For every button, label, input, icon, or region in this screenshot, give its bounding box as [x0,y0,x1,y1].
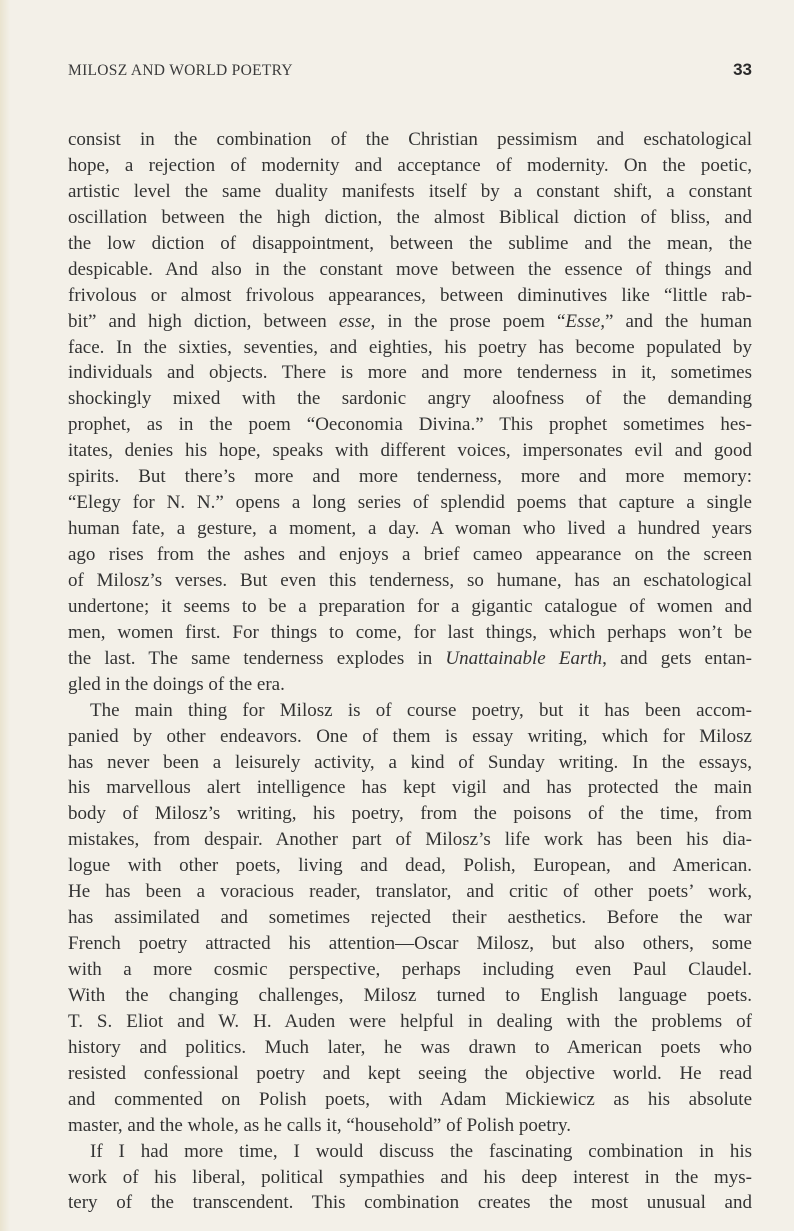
text-line [68,620,752,646]
text-line [68,879,752,905]
text-line [68,283,752,309]
text-segment: undertone; it seems to be a preparation for a gigantic catalogue of women and [68,595,752,617]
text-line [68,1113,752,1139]
text-line [68,412,752,438]
text-line [68,386,752,412]
text-segment: consist in the combination of the Christian pessimism and eschatological [68,129,752,150]
italic-text: esse [338,310,371,332]
text-segment: individuals and objects. There is more and more tenderness in it, sometimes [68,362,752,384]
text-segment: face. In the sixties, seventies, and eighties, his poetry has become populated by [68,336,752,358]
text-segment: of Milosz’s verses. But even this tenderness, so humane, has an eschatological [68,569,752,591]
page-edge-shadow [0,0,10,1231]
text-segment: body of Milosz’s writing, his poetry, from the poisons of the time, from [68,803,752,825]
text-segment: T. S. Eliot and W. H. Auden were helpful in dealing with the problems of [68,1010,752,1032]
text-line [68,775,752,801]
text-line [68,1009,752,1035]
text-line [68,516,752,542]
text-line [68,724,752,750]
text-line [68,1087,752,1113]
text-line [68,983,752,1009]
text-segment: the low diction of disappointment, between the sublime and the mean, the [68,232,752,254]
text-line [68,1139,752,1165]
text-segment: The main thing for Milosz is of course poetry, but it has been accom- [90,699,752,721]
body-text [68,127,752,1216]
text-line [68,153,752,179]
text-segment: He has been a voracious reader, translator, and critic of other poets’ work, [68,881,752,903]
text-line [68,1035,752,1061]
text-segment: history and politics. Much later, he was drawn to American poets who [68,1036,752,1058]
text-segment: shockingly mixed with the sardonic angry aloofness of the demanding [68,388,752,410]
text-segment: With the changing challenges, Milosz turned to English language poets. [68,984,752,1006]
text-line [68,594,752,620]
text-line [68,1190,752,1216]
text-segment: men, women first. For things to come, for last things, which perhaps won’t be [68,621,752,643]
text-segment: “Elegy for N. N.” opens a long series of splendid poems that capture a single [68,492,752,514]
text-segment: , and gets entan- [602,647,752,669]
text-segment: If I had more time, I would discuss the fascinating combination in his [90,1140,752,1162]
text-line [68,698,752,724]
text-segment: frivolous or almost frivolous appearances, between diminutives like “little rab- [68,284,752,306]
text-segment: tery of the transcendent. This combination creates the most unusual and [68,1192,752,1214]
page-number: 33 [733,60,752,79]
italic-text: Unattainable Earth [445,647,603,669]
text-segment: has never been a leisurely activity, a kind of Sunday writing. In the essays, [68,751,752,773]
text-segment: and commented on Polish poets, with Adam Mickiewicz as his absolute [68,1088,752,1110]
text-line [68,464,752,490]
text-line [68,931,752,957]
text-segment: despicable. And also in the constant move between the essence of things and [68,258,752,280]
text-segment: the last. The same tenderness explodes in [68,647,446,669]
text-segment: prophet, as in the poem “Oeconomia Divina.” This prophet sometimes hes- [68,414,752,436]
text-line [68,646,752,672]
text-line [68,335,752,361]
text-segment: with a more cosmic perspective, perhaps including even Paul Claudel. [68,959,752,980]
text-line [68,957,752,983]
text-segment: ” and the human [605,310,752,332]
text-line [68,568,752,594]
text-segment: French poetry attracted his attention—Oscar Milosz, but also others, some [68,933,752,955]
text-segment: master, and the whole, as he calls it, “household” of Polish poetry. [68,1114,571,1136]
text-line [68,490,752,516]
running-head: MILOSZ AND WORLD POETRY [68,62,293,79]
text-line [68,231,752,257]
text-segment: logue with other poets, living and dead, Polish, European, and American. [68,855,752,877]
text-line [68,542,752,568]
text-segment: human fate, a gesture, a moment, a day. A woman who lived a hundred years [68,518,752,540]
text-line [68,257,752,283]
text-segment: his marvellous alert intelligence has kept vigil and has protected the main [68,777,752,799]
text-line [68,179,752,205]
text-line [68,672,752,698]
text-line [68,801,752,827]
text-segment: spirits. But there’s more and more tenderness, more and more memory: [68,466,752,488]
text-segment: bit” and high diction, between [68,310,339,332]
text-segment: mistakes, from despair. Another part of Milosz’s life work has been his dia- [68,829,752,851]
text-segment: panied by other endeavors. One of them is essay writing, which for Milosz [68,725,752,747]
text-line [68,827,752,853]
text-segment: artistic level the same duality manifests itself by a constant shift, a constant [68,180,752,202]
text-line [68,205,752,231]
text-line [68,360,752,386]
text-line [68,1165,752,1191]
text-segment: oscillation between the high diction, the almost Biblical diction of bliss, and [68,206,752,228]
text-line [68,853,752,879]
text-segment: itates, denies his hope, speaks with different voices, impersonates evil and good [68,440,752,462]
text-segment: gled in the doings of the era. [68,673,285,695]
text-line [68,1061,752,1087]
text-segment: has assimilated and sometimes rejected their aesthetics. Before the war [68,907,752,929]
italic-text: Esse, [565,310,605,332]
text-line [68,438,752,464]
text-line [68,750,752,776]
text-line [68,309,752,335]
text-segment: hope, a rejection of modernity and acceptance of modernity. On the poetic, [68,154,752,176]
text-segment: resisted confessional poetry and kept seeing the objective world. He read [68,1062,752,1084]
text-line [68,905,752,931]
text-line [68,127,752,153]
text-segment: ago rises from the ashes and enjoys a brief cameo appearance on the screen [68,544,752,565]
text-segment: , in the prose poem “ [370,310,566,332]
text-segment: work of his liberal, political sympathies and his deep interest in the mys- [68,1166,752,1188]
